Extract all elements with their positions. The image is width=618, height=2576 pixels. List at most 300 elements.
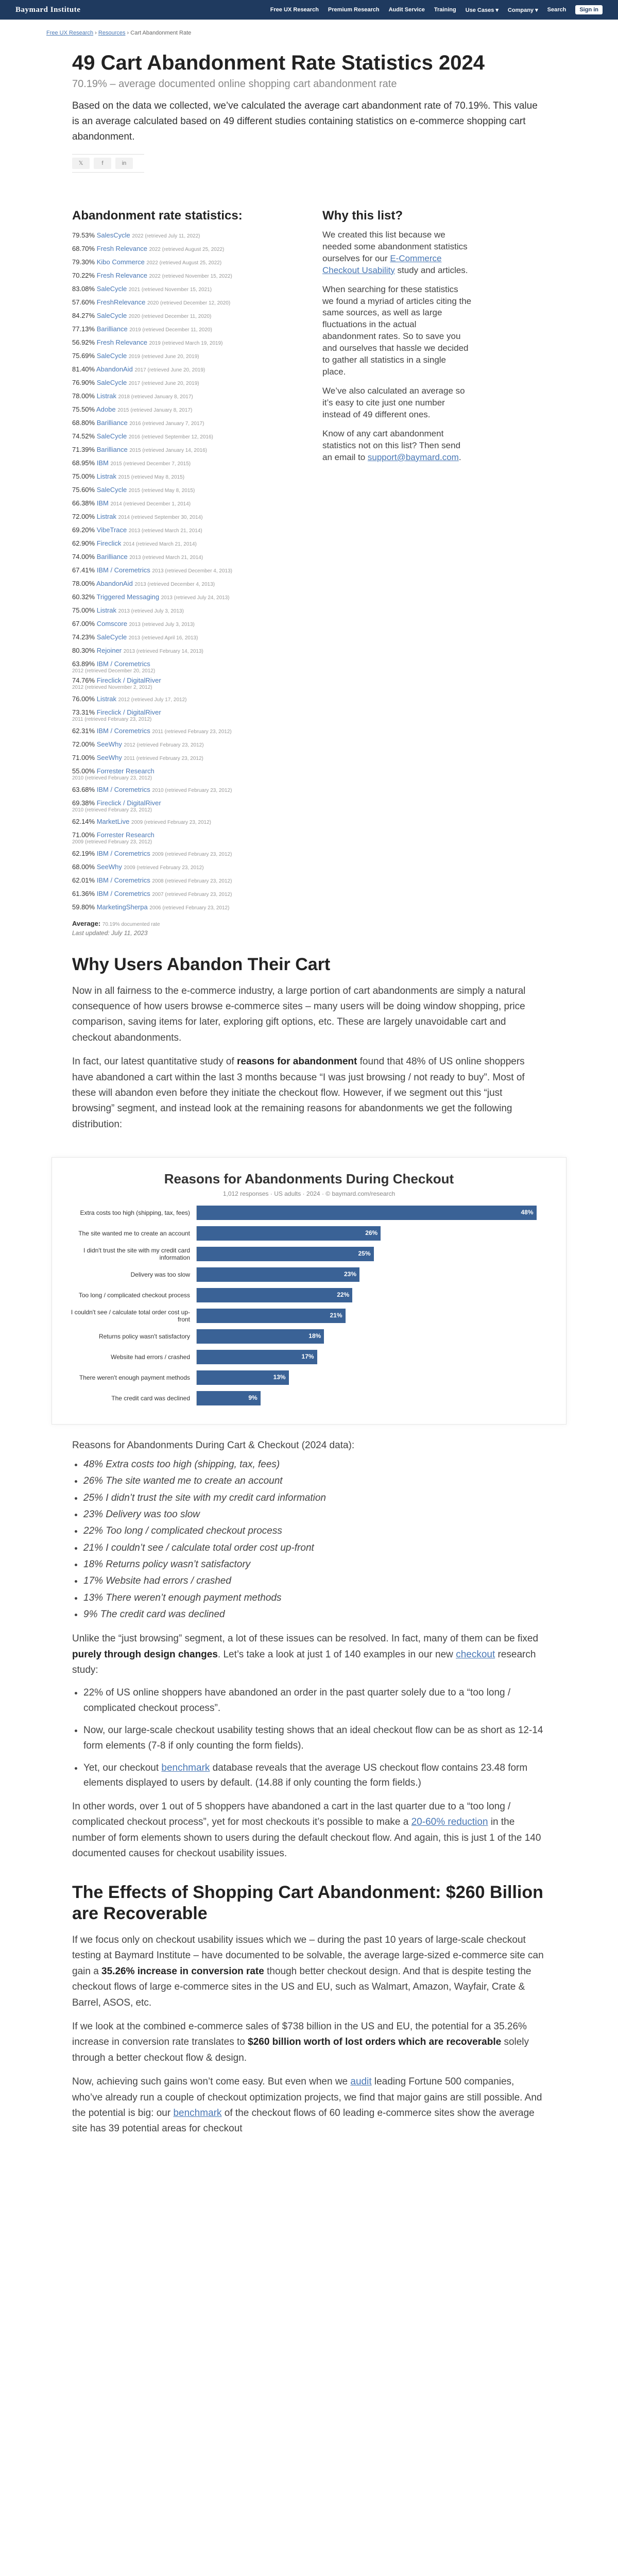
statistic-row [72, 676, 304, 691]
statistic-row [72, 660, 304, 674]
statistic-source-link[interactable]: SeeWhy [96, 753, 122, 761]
list-item: • Now, our large-scale checkout usability testing shows that an ideal checkout flow can be as short as 12-14 form elements (7-8 if only counting the form fields). [83, 1723, 546, 1753]
chart-bar [197, 1247, 374, 1261]
statistic-rate: 67.41% [72, 566, 95, 574]
chart-bar [197, 1226, 381, 1241]
twitter-icon[interactable]: 𝕏 [72, 158, 90, 169]
statistic-meta: 2009 (retrieved February 23, 2012) [124, 865, 204, 871]
list-item: • 22% of US online shoppers have abandoned an order in the past quarter solely due to a “too long / complicated checkout process”. [83, 1685, 546, 1716]
statistic-source-link[interactable]: Fresh Relevance [96, 338, 147, 346]
statistic-row [72, 767, 304, 782]
statistic-rate: 63.89% [72, 659, 95, 668]
statistic-row [72, 457, 304, 470]
statistic-rate: 75.50% [72, 405, 95, 413]
statistic-rate: 77.13% [72, 325, 95, 333]
list-item: • 13% There weren’t enough payment methods [83, 1590, 546, 1606]
statistic-row [72, 470, 304, 484]
statistic-meta: 2009 (retrieved February 23, 2012) [131, 819, 212, 825]
statistic-rate: 73.31% [72, 708, 95, 716]
statistic-source-link[interactable]: SeeWhy [96, 740, 122, 748]
chart-title: Reasons for Abandonments During Checkout [164, 1171, 454, 1187]
statistic-rate: 75.00% [72, 472, 95, 480]
sign-in-button[interactable]: Sign in [575, 5, 603, 14]
statistic-rate: 84.27% [72, 311, 95, 319]
statistic-meta: 2022 (retrieved August 25, 2022) [149, 246, 225, 252]
nav-company[interactable]: Company ▾ [507, 7, 538, 13]
statistic-meta: 2009 (retrieved February 23, 2012) [152, 851, 232, 857]
statistic-rate: 62.01% [72, 876, 95, 884]
statistic-rate: 69.38% [72, 799, 95, 807]
design-example-list [72, 1685, 546, 1791]
statistic-row [72, 591, 304, 604]
statistic-source-link[interactable]: Listrak [96, 392, 117, 400]
chart-data-label: 13% [273, 1374, 286, 1381]
statistic-rate: 75.69% [72, 351, 95, 360]
nav-free-ux-research[interactable]: Free UX Research [270, 7, 319, 13]
statistic-meta: 2012 (retrieved December 20, 2012) [72, 668, 156, 674]
statistic-source-link[interactable]: Triggered Messaging [96, 592, 160, 601]
statistic-source-link[interactable]: IBM / Coremetrics [96, 876, 150, 884]
statistic-row [72, 484, 304, 497]
chart-bar-row [67, 1388, 551, 1409]
statistic-rate: 74.00% [72, 552, 95, 561]
statistic-rate: 68.70% [72, 244, 95, 252]
statistic-source-link[interactable]: Fireclick / DigitalRiver [96, 676, 161, 684]
statistic-source-link[interactable]: Barilliance [96, 418, 128, 427]
statistic-row [72, 738, 304, 752]
checkout-research-link[interactable]: checkout [456, 1649, 495, 1660]
statistic-meta: 2007 (retrieved February 23, 2012) [152, 891, 232, 897]
reasons-list-lead: Reasons for Abandonments During Cart & Checkout (2024 data): [72, 1440, 355, 1451]
nav-audit-service[interactable]: Audit Service [388, 7, 425, 13]
statistic-source-link[interactable]: IBM / Coremetrics [96, 659, 150, 668]
chart-bar-row [67, 1326, 551, 1347]
statistic-source-link[interactable]: IBM / Coremetrics [96, 726, 150, 735]
statistic-source-link[interactable]: AbandonAid [96, 365, 133, 373]
statistic-rate: 76.90% [72, 378, 95, 386]
statistic-rate: 55.00% [72, 767, 95, 775]
statistic-row [72, 444, 304, 457]
statistic-source-link[interactable]: MarketLive [96, 817, 130, 825]
chart-bars [67, 1202, 551, 1409]
chart-bar [197, 1350, 317, 1364]
statistic-row [72, 848, 304, 861]
list-item: • 48% Extra costs too high (shipping, tax, fees) [83, 1456, 546, 1473]
statistic-row [72, 693, 304, 706]
statistic-rate: 75.00% [72, 606, 95, 614]
statistic-row [72, 799, 304, 814]
statistic-meta: 2011 (retrieved February 23, 2012) [72, 716, 152, 722]
statistic-row [72, 229, 304, 243]
statistic-meta: 2013 (retrieved July 24, 2013) [161, 595, 230, 601]
statistic-source-link[interactable]: Listrak [96, 512, 117, 520]
statistic-source-link[interactable]: SaleCycle [96, 351, 127, 360]
statistic-row [72, 430, 304, 444]
list-item: • 23% Delivery was too slow [83, 1506, 546, 1523]
statistic-meta: 2013 (retrieved July 3, 2013) [129, 621, 195, 628]
linkedin-icon[interactable]: in [115, 158, 133, 169]
statistic-rate: 67.00% [72, 619, 95, 628]
effects-heading: The Effects of Shopping Cart Abandonment: $260 Billion are Recoverable [72, 1883, 543, 1924]
statistic-meta: 2016 (retrieved January 7, 2017) [129, 420, 204, 427]
statistic-rate: 80.30% [72, 646, 95, 654]
statistic-row [72, 537, 304, 551]
list-item: • 17% Website had errors / crashed [83, 1573, 546, 1589]
statistic-row [72, 269, 304, 283]
statistic-source-link[interactable]: Barilliance [96, 445, 128, 453]
statistic-row [72, 725, 304, 738]
statistic-meta: 2012 (retrieved February 23, 2012) [124, 742, 204, 748]
statistic-meta: 2020 (retrieved December 11, 2020) [128, 313, 212, 319]
chart-data-label: 18% [308, 1332, 321, 1340]
why-abandon-heading: Why Users Abandon Their Cart [72, 954, 331, 974]
statistic-rate: 72.00% [72, 512, 95, 520]
statistic-source-link[interactable]: SaleCycle [96, 378, 127, 386]
statistic-rate: 70.22% [72, 271, 95, 279]
statistic-row [72, 708, 304, 723]
nav-premium-research[interactable]: Premium Research [328, 7, 380, 13]
statistic-rate: 83.08% [72, 284, 95, 293]
statistic-source-link[interactable]: Rejoiner [96, 646, 122, 654]
baymard-logo[interactable]: Baymard Institute [15, 5, 81, 14]
statistic-rate: 68.00% [72, 862, 95, 871]
chart-data-label: 9% [248, 1394, 258, 1402]
statistic-source-link[interactable]: IBM / Coremetrics [96, 785, 150, 793]
chart-bar-row [67, 1244, 551, 1264]
list-item: • 21% I couldn’t see / calculate total order cost up-front [83, 1540, 546, 1556]
statistic-meta: 2016 (retrieved September 12, 2016) [128, 434, 213, 440]
chart-bar [197, 1370, 289, 1385]
statistic-rate: 56.92% [72, 338, 95, 346]
statistic-rate: 62.19% [72, 849, 95, 857]
statistic-row [72, 363, 304, 377]
statistics-list [72, 209, 304, 937]
statistic-row [72, 417, 304, 430]
statistic-meta: 2010 (retrieved February 23, 2012) [152, 787, 232, 793]
statistic-row [72, 578, 304, 591]
list-item: • 9% The credit card was declined [83, 1606, 546, 1623]
statistic-meta: 2015 (retrieved January 14, 2016) [129, 447, 207, 453]
statistic-source-link[interactable]: Listrak [96, 694, 117, 703]
statistic-row [72, 511, 304, 524]
chart-category-label: Website had errors / crashed [111, 1353, 190, 1361]
statistic-row [72, 631, 304, 645]
chart-category-label: Delivery was too slow [130, 1271, 190, 1279]
statistic-rate: 81.40% [72, 365, 95, 373]
statistic-row [72, 564, 304, 578]
chart-bar-row [67, 1306, 551, 1326]
statistic-source-link[interactable]: SaleCycle [96, 633, 127, 641]
statistics-heading: Abandonment rate statistics: [72, 208, 243, 223]
page-subtitle: 70.19% – average documented online shopping cart abandonment rate [72, 78, 397, 90]
statistic-row [72, 243, 304, 256]
chart-category-label: Returns policy wasn't satisfactory [98, 1333, 190, 1341]
statistic-row [72, 888, 304, 901]
statistic-rate: 61.36% [72, 889, 95, 897]
statistic-source-link[interactable]: FreshRelevance [96, 298, 146, 306]
statistic-source-link[interactable]: Barilliance [96, 325, 128, 333]
statistic-meta: 2008 (retrieved February 23, 2012) [152, 878, 232, 884]
statistic-source-link[interactable]: IBM / Coremetrics [96, 849, 150, 857]
chart-category-label: Extra costs too high (shipping, tax, fees) [80, 1209, 190, 1217]
statistic-row [72, 618, 304, 631]
statistic-source-link[interactable]: IBM [96, 499, 109, 507]
support-email-link[interactable]: support@baymard.com [367, 452, 459, 462]
chart-data-label: 23% [344, 1270, 357, 1278]
statistic-rate: 79.53% [72, 231, 95, 239]
checkout-usability-link[interactable]: E-Commerce Checkout Usability [322, 253, 442, 275]
statistic-meta: 2015 (retrieved December 7, 2015) [110, 461, 191, 467]
benchmark-link-2[interactable]: benchmark [173, 2107, 222, 2119]
why-users-abandon-section: Why Users Abandon Their Cart Now in all fairness to the e-commerce industry, a large portion of cart abandonments are simply a natural consequence of how users browse e-commerce sites – many users will be doing window shopping, price comparison, saving items for later, exploring gift options, etc. These are largely unavoidable cart and checkout abandonments. In fact, our latest quantitative study of reasons for abandonment found that 48% of US online shoppers have abandoned a cart within the last 3 months because “I was just browsing / not ready to buy”. Most of these will abandon even before they initiate the checkout flow. However, if we segment out this “just browsing” segment, and instead look at the remaining reasons for abandonments we get the following distribution: [72, 954, 546, 1132]
main-nav [270, 5, 603, 14]
statistic-row [72, 377, 304, 390]
statistic-row [72, 350, 304, 363]
chart-data-label: 26% [365, 1229, 378, 1237]
statistic-source-link[interactable]: SaleCycle [96, 284, 127, 293]
statistic-meta: 2014 (retrieved December 1, 2014) [110, 501, 191, 507]
list-item: • 22% Too long / complicated checkout process [83, 1523, 546, 1539]
nav-search[interactable]: Search [547, 7, 566, 13]
chart-bar-track [196, 1329, 551, 1344]
statistic-rate: 62.14% [72, 817, 95, 825]
intro-paragraph: Based on the data we collected, we’ve calculated the average cart abandonment rate of 70.19%. This value is an average calculated based on 49 different studies containing statistics on e-commerce shopping cart abandonment. [72, 100, 538, 142]
statistic-row [72, 310, 304, 323]
breadcrumb-free-ux-research[interactable]: Free UX Research [46, 30, 94, 36]
statistic-meta: 2013 (retrieved March 21, 2014) [128, 528, 202, 534]
breadcrumb: Free UX Research › Resources › Cart Abandonment Rate [46, 30, 192, 36]
abandonment-reasons-chart [52, 1157, 566, 1425]
chart-category-label: The credit card was declined [111, 1395, 190, 1402]
chart-category-label: I couldn't see / calculate total order cost up-front [71, 1309, 190, 1324]
statistic-rate: 74.23% [72, 633, 95, 641]
last-updated: Last updated: July 11, 2023 [72, 929, 148, 937]
chart-bar-track [196, 1370, 551, 1385]
statistic-source-link[interactable]: Fresh Relevance [96, 244, 147, 252]
chart-bar-row [67, 1223, 551, 1244]
statistic-meta: 2011 (retrieved February 23, 2012) [152, 728, 232, 735]
statistic-source-link[interactable]: IBM / Coremetrics [96, 889, 150, 897]
statistic-source-link[interactable]: Fireclick / DigitalRiver [96, 799, 161, 807]
statistic-row [72, 323, 304, 336]
statistic-meta: 2021 (retrieved November 15, 2021) [128, 286, 212, 293]
chart-data-label: 22% [337, 1291, 350, 1299]
statistic-row [72, 551, 304, 564]
statistic-row [72, 784, 304, 797]
breadcrumb-current: Cart Abandonment Rate [130, 30, 192, 36]
statistic-row [72, 816, 304, 829]
statistic-source-link[interactable]: SaleCycle [96, 311, 127, 319]
statistic-rate: 68.80% [72, 418, 95, 427]
reduction-link[interactable]: 20-60% reduction [411, 1817, 488, 1828]
statistic-source-link[interactable]: Forrester Research [96, 831, 154, 839]
statistic-meta: 2010 (retrieved February 23, 2012) [72, 775, 152, 781]
statistic-rate: 74.76% [72, 676, 95, 684]
statistic-meta: 2013 (retrieved February 14, 2013) [123, 648, 203, 654]
statistic-rate: 71.00% [72, 753, 95, 761]
chart-data-label: 17% [301, 1353, 314, 1361]
article: 49 Cart Abandonment Rate Statistics 2024 70.19% – average documented online shopping cart abandonment rate Based on the data we collected, we’ve calculated the average cart abandonment rate of 70.19%. This value is an average calculated based on 49 different studies containing statistics on e-commerce shopping cart abandonment. 𝕏 f in Abandonment rate statistics: 79.53% SalesCycle 2022 (retrieved July 11, 2022) 68.70% Fresh Relevance 2022 (retrieved August 25, 2022) 79.30% Kibo Commerce 2022 (retrieved August 25, 2022) 70.22% Fresh Relevance 2022 (retrieved November 15, 2022) 83.08% SaleCycle 2021 (retrieved November 15, 2021) 57.60% FreshRelevance 2020 (retrieved December 12, 2020) 84.27% SaleCycle 2020 (retrieved December 11, 2020) 77.13% Barilliance 2019 (retrieved December 11, 2020) 56.92% Fresh Relevance 2019 (retrieved March 19, 2019) 75.69% SaleCycle 2019 (retrieved June 20, 2019) 81.40% AbandonAid 2017 (retrieved June 20, 2019) 76.90% SaleCycle 2017 (retrieved June 20, 2019) 78.00% Listrak 2018 (retrieved January 8, 2017) 75.50% Adobe 2015 (retrieved January 8, 2017) 68.80% Barilliance 2016 (retrieved January 7, 2017) 74.52% SaleCycle 2016 (retrieved September 12, 2016) 71.39% Barilliance 2015 (retrieved January 14, 2016) 68.95% IBM 2015 (retrieved December 7, 2015) 75.00% Listrak 2015 (retrieved May 8, 2015) 75.60% SaleCycle 2015 (retrieved May 8, 2015) 66.38% IBM 2014 (retrieved December 1, 2014) 72.00% Listrak 2014 (retrieved September 30, 2014) 69.20% VibeTrace 2013 (retrieved March 21, 2014) 62.90% Fireclick 2014 (retrieved March 21, 2014) 74.00% Barilliance 2013 (retrieved March 21, 2014) 67.41% IBM / Coremetrics 2013 (retrieved December 4, 2013) 78.00% AbandonAid 2013 (retrieved December 4, 2013) 60.32% Triggered Messaging 2013 (retrieved July 24, 2013) 75.00% Listrak 2013 (retrieved July 3, 2013) 67.00% Comscore 2013 (retrieved July 3, 2013) 74.23% SaleCycle 2013 (retrieved April 16, 2013) 80.30% Rejoiner 2013 (retrieved February 14, 2013) 63.89% IBM / Coremetrics 2012 (retrieved December 20, 2012) 74.76% Fireclick / DigitalRiver 2012 (retrieved November 2, 2012) 76.00% Listrak 2012 (retrieved July 17, 2012) 73.31% Fireclick / DigitalRiver 2011 (retrieved February 23, 2012) 62.31% IBM / Coremetrics 2011 (retrieved February 23, 2012) 72.00% SeeWhy 2012 (retrieved February 23, 2012) 71.00% SeeWhy 2011 (retrieved February 23, 2012) 55.00% Forrester Research 2010 (retrieved February 23, 2012) 63.68% IBM / Coremetrics 2010 (retrieved February 23, 2012) 69.38% Fireclick / DigitalRiver 2010 (retrieved February 23, 2012) 62.14% MarketLive 2009 (retrieved February 23, 2012) 71.00% Forrester Research 2009 (retrieved February 23, 2012) 62.19% IBM / Coremetrics 2009 (retrieved February 23, 2012) 68.00% SeeWhy 2009 (retrieved February 23, 2012) 62.01% IBM / Coremetrics 2008 (retrieved February 23, 2012) 61.36% IBM / Coremetrics 2007 (retrieved February 23, 2012) 59.80% MarketingSherpa 2006 (retrieved February 23, 2012) Average: 70.19% documented rate Last updated: July 11, 2023 Why this list? We created this list because we needed some abandonment statistics ourselves for our E-Commerce Checkout Usability study and articles. When searching for these statistics we found a myriad of articles citing the same sources, as well as large fluctuations in the actual abandonment rates. So to save you and ourselves that hassle we decided to gather all statistics in a single place. We’ve also calculated an average so it’s easy to cite just one number instead of 49 different ones. Know of any cart abandonment statistics not on this list? Then send an email to support@baymard.com. Why Users Abandon Their Cart Now in all fairness to the e-commerce industry, a large portion of cart abandonments are simply a natural consequence of how users browse e-commerce sites – many users will be doing window shopping, price comparison, saving items for later, exploring gift options, etc. These are largely unavoidable cart and checkout abandonments. In fact, our latest quantitative study of reasons for abandonment found that 48% of US online shoppers have abandoned a cart within the last 3 months because “I was just browsing / not ready to buy”. Most of these will abandon even before they initiate the checkout flow. However, if we segment out this “just browsing” segment, and instead look at the remaining reasons for abandonments we get the following distribution: Reasons for Abandonments During Checkout 1,012 responses · US adults · 2024 · © baymard.com/research Extra costs too high (shipping, tax, fees) 48% The site wanted me to create an account 26% I didn't trust the site with my credit card information 25% Delivery was too slow 23% Too long / complicated checkout process 22% I couldn't see / calculate total order cost up-front 21% Returns policy wasn't satisfactory 18% Website had errors / crashed 17% There weren't enough payment methods 13% The credit card was declined 9% Reasons for Abandonments During Cart & Checkout (2024 data): • 48% Extra costs too high (shipping, tax, fees) • 26% The site wanted me to create an account • 25% I didn’t trust the site with my credit card information • 23% Delivery was too slow • 22% Too long / complicated checkout process • 21% I couldn’t see / calculate total order cost up-front • 18% Returns policy wasn’t satisfactory • 17% Website had errors / crashed • 13% There weren’t enough payment methods • 9% The credit card was declined Unlike the “just browsing” segment, a lot of these issues can be resolved. In fact, many of them can be fixed purely through design changes. Let’s take a look at just 1 of 140 examples in our new checkout research study: • 22% of US online shoppers have abandoned an order in the past quarter solely due to a “too long / complicated checkout process”. • Now, our large-scale checkout usability testing shows that an ideal checkout flow can be as short as 12-14 form elements (7-8 if only counting the form fields). • Yet, our checkout benchmark database reveals that the average US checkout flow contains 23.48 form elements displayed to users by default. (14.88 if only counting the form fields.) In other words, over 1 out of 5 shoppers have abandoned a cart in the last quarter due to a “too long / complicated checkout process”, yet for most checkouts it’s possible to make a 20-60% reduction in the number of form elements shown to users during the default checkout flow. And again, this is just 1 of the 140 documented causes for checkout usability issues. The Effects of Shopping Cart Abandonment: $260 Billion are Recoverable If we focus only on checkout usability issues which we – during the past 10 years of large-scale checkout testing at Baymard Institute – have documented to be solvable, the average large-sized e-commerce site can gain a 35.26% increase in conversion rate though better checkout design. And that is despite testing the checkout flows of large e-commerce sites in the US and EU, such as Walmart, Amazon, Wayfair, Crate & Barrel, ASOS, etc. If we look at the combined e-commerce sales of $738 billion in the US and EU, the potential for a 35.26% increase in conversion rate translates to $260 billion worth of lost orders which are recoverable solely through a better checkout flow & design. Now, achieving such gains won’t come easy. But even when we audit leading Fortune 500 companies, who’ve already run a couple of checkout optimization projects, we find that major gains are still possible. And the potential is big: our benchmark of the checkout flows of 60 leading e-commerce sites show the average site has 39 potential areas for checkout [72, 36, 546, 2137]
benchmark-link[interactable]: benchmark [161, 1762, 210, 1774]
statistic-rate: 62.90% [72, 539, 95, 547]
chart-bar-row [67, 1264, 551, 1285]
statistic-meta: 2019 (retrieved December 11, 2020) [129, 327, 212, 333]
statistic-row [72, 390, 304, 403]
why-this-list: Why this list? We created this list because we needed some abandonment statistics ourselves for our E-Commerce Checkout Usability study and articles. When searching for these statistics we found a myriad of articles citing the same sources, as well as large fluctuations in the actual abandonment rates. So to save you and ourselves that hassle we decided to gather all statistics in a single place. We’ve also calculated an average so it’s easy to cite just one number instead of 49 different ones. Know of any cart abandonment statistics not on this list? Then send an email to support@baymard.com. [322, 208, 472, 462]
chart-data-label: 48% [521, 1209, 534, 1216]
statistic-rate: 78.00% [72, 392, 95, 400]
statistic-row [72, 861, 304, 874]
chart-bar-track [196, 1288, 551, 1302]
statistic-source-link[interactable]: Fireclick [96, 539, 122, 547]
chart-bar-track [196, 1247, 551, 1261]
chart-bar-track [196, 1309, 551, 1323]
statistic-rate: 69.20% [72, 526, 95, 534]
statistic-source-link[interactable]: IBM / Coremetrics [96, 566, 150, 574]
nav-use-cases[interactable]: Use Cases ▾ [465, 7, 499, 13]
statistic-source-link[interactable]: VibeTrace [96, 526, 127, 534]
statistic-meta: 2019 (retrieved March 19, 2019) [149, 340, 223, 346]
chart-bar-row [67, 1285, 551, 1306]
page-title: 49 Cart Abandonment Rate Statistics 2024 [72, 52, 485, 74]
statistic-source-link[interactable]: AbandonAid [96, 579, 133, 587]
nav-training[interactable]: Training [434, 7, 456, 13]
statistic-row [72, 901, 304, 914]
statistic-meta: 2010 (retrieved February 23, 2012) [72, 807, 152, 813]
statistic-rate: 71.39% [72, 445, 95, 453]
statistic-source-link[interactable]: Kibo Commerce [96, 258, 145, 266]
statistic-meta: 2018 (retrieved January 8, 2017) [118, 394, 193, 400]
statistic-rate: 79.30% [72, 258, 95, 266]
statistic-meta: 2015 (retrieved May 8, 2015) [128, 487, 195, 494]
statistic-source-link[interactable]: Listrak [96, 472, 117, 480]
chart-bar [197, 1391, 261, 1405]
list-item: • Yet, our checkout benchmark database reveals that the average US checkout flow contains 23.48 form elements displayed to users by default. (14.88 if only counting the form fields.) [83, 1760, 546, 1791]
statistic-source-link[interactable]: SaleCycle [96, 485, 127, 494]
chart-bar-track [196, 1350, 551, 1364]
statistic-meta: 2013 (retrieved July 3, 2013) [118, 608, 184, 614]
statistic-row [72, 524, 304, 537]
chart-data-label: 21% [330, 1312, 342, 1319]
statistic-row [72, 296, 304, 310]
statistic-meta: 2012 (retrieved July 17, 2012) [118, 697, 187, 703]
top-navigation-bar [0, 0, 618, 20]
chart-category-label: Too long / complicated checkout process [78, 1292, 190, 1299]
statistic-meta: 2012 (retrieved November 2, 2012) [72, 684, 152, 690]
statistic-meta: 2020 (retrieved December 12, 2020) [147, 300, 231, 306]
statistic-meta: 2013 (retrieved March 21, 2014) [129, 554, 203, 561]
statistic-meta: 2017 (retrieved June 20, 2019) [134, 367, 205, 373]
chart-bar-track [196, 1226, 551, 1241]
statistics-rows [72, 229, 304, 914]
chart-category-label: There weren't enough payment methods [79, 1374, 190, 1382]
why-heading: Why this list? [322, 208, 403, 223]
facebook-icon[interactable]: f [94, 158, 111, 169]
statistic-row [72, 645, 304, 658]
list-item: • 18% Returns policy wasn’t satisfactory [83, 1556, 546, 1573]
statistic-rate: 78.00% [72, 579, 95, 587]
statistic-rate: 59.80% [72, 903, 95, 911]
list-item: • 25% I didn’t trust the site with my credit card information [83, 1490, 546, 1506]
breadcrumb-resources[interactable]: Resources [98, 30, 126, 36]
statistic-source-link[interactable]: Listrak [96, 606, 117, 614]
chart-bar-row [67, 1367, 551, 1388]
statistic-rate: 66.38% [72, 499, 95, 507]
statistic-meta: 2022 (retrieved November 15, 2022) [149, 273, 232, 279]
chart-bar [197, 1288, 352, 1302]
statistic-row [72, 497, 304, 511]
statistic-meta: 2022 (retrieved July 11, 2022) [132, 233, 200, 239]
statistic-row [72, 256, 304, 269]
statistic-meta: 2014 (retrieved March 21, 2014) [123, 541, 197, 547]
statistic-rate: 68.95% [72, 459, 95, 467]
statistic-row [72, 336, 304, 350]
statistic-source-link[interactable]: Comscore [96, 619, 127, 628]
chart-bar-track [196, 1391, 551, 1405]
chart-bar [197, 1309, 346, 1323]
chart-bar-track [196, 1206, 551, 1220]
chart-data-label: 25% [358, 1250, 371, 1258]
audit-link[interactable]: audit [350, 2076, 372, 2088]
chart-bar [197, 1206, 537, 1220]
statistic-meta: 2011 (retrieved February 23, 2012) [124, 755, 203, 761]
statistic-meta: 2009 (retrieved February 23, 2012) [72, 839, 152, 845]
statistic-source-link[interactable]: Fresh Relevance [96, 271, 147, 279]
statistic-meta: 2022 (retrieved August 25, 2022) [146, 260, 222, 266]
statistic-source-link[interactable]: SaleCycle [96, 432, 127, 440]
statistic-meta: 2006 (retrieved February 23, 2012) [149, 905, 230, 911]
statistic-source-link[interactable]: Fireclick / DigitalRiver [96, 708, 161, 716]
statistic-rate: 76.00% [72, 694, 95, 703]
chart-category-label: The site wanted me to create an account [78, 1230, 190, 1238]
statistic-meta: 2017 (retrieved June 20, 2019) [128, 380, 199, 386]
chart-bar [197, 1329, 324, 1344]
statistic-source-link[interactable]: Barilliance [96, 552, 128, 561]
share-buttons [72, 154, 144, 173]
statistic-row [72, 831, 304, 845]
chart-category-label: I didn't trust the site with my credit card information [83, 1247, 190, 1262]
statistic-row [72, 604, 304, 618]
statistics-section [72, 209, 546, 937]
chart-bar-row [67, 1347, 551, 1367]
statistic-meta: 2019 (retrieved June 20, 2019) [128, 353, 199, 360]
statistic-meta: 2014 (retrieved September 30, 2014) [118, 514, 203, 520]
statistic-source-link[interactable]: SalesCycle [96, 231, 130, 239]
chart-bar-row [67, 1202, 551, 1223]
statistic-row [72, 283, 304, 296]
statistic-meta: 2013 (retrieved April 16, 2013) [128, 635, 198, 641]
statistic-meta: 2015 (retrieved January 8, 2017) [117, 407, 193, 413]
chart-bar-track [196, 1267, 551, 1282]
effects-section: The Effects of Shopping Cart Abandonment: $260 Billion are Recoverable If we focus only on checkout usability issues which we – during the past 10 years of large-scale checkout testing at Baymard Institute – have documented to be solvable, the average large-sized e-commerce site can gain a 35.26% increase in conversion rate though better checkout design. And that is despite testing the checkout flows of large e-commerce sites in the US and EU, such as Walmart, Amazon, Wayfair, Crate & Barrel, ASOS, etc. If we look at the combined e-commerce sales of $738 billion in the US and EU, the potential for a 35.26% increase in conversion rate translates to $260 billion worth of lost orders which are recoverable solely through a better checkout flow & design. Now, achieving such gains won’t come easy. But even when we audit leading Fortune 500 companies, who’ve already run a couple of checkout optimization projects, we find that major gains are still possible. And the potential is big: our benchmark of the checkout flows of 60 leading e-commerce sites show the average site has 39 potential areas for checkout [72, 1882, 546, 2137]
statistic-rate: 57.60% [72, 298, 95, 306]
statistic-source-link[interactable]: IBM [96, 459, 109, 467]
list-item: • 26% The site wanted me to create an account [83, 1473, 546, 1489]
reasons-list [72, 1456, 546, 1623]
statistic-rate: 75.60% [72, 485, 95, 494]
statistic-source-link[interactable]: SeeWhy [96, 862, 122, 871]
statistic-rate: 60.32% [72, 592, 95, 601]
statistic-meta: 2013 (retrieved December 4, 2013) [134, 581, 215, 587]
statistic-rate: 63.68% [72, 785, 95, 793]
statistic-source-link[interactable]: Forrester Research [96, 767, 154, 775]
statistic-row [72, 874, 304, 888]
statistic-meta: 2015 (retrieved May 8, 2015) [118, 474, 185, 480]
statistic-source-link[interactable]: MarketingSherpa [96, 903, 148, 911]
statistic-rate: 71.00% [72, 831, 95, 839]
chart-bar [197, 1267, 359, 1282]
statistic-source-link[interactable]: Adobe [96, 405, 116, 413]
